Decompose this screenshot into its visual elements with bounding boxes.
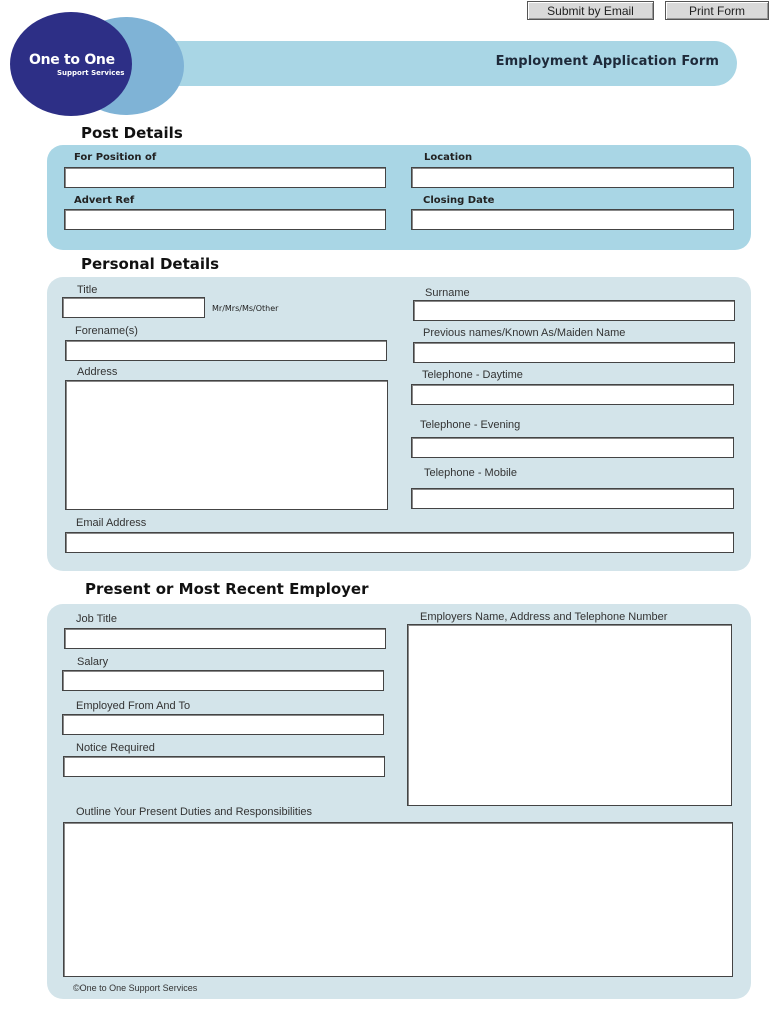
job-title-label: Job Title bbox=[76, 613, 117, 625]
address-field[interactable] bbox=[65, 380, 388, 510]
title-hint: Mr/Mrs/Ms/Other bbox=[212, 304, 279, 313]
position-label: For Position of bbox=[74, 152, 157, 163]
location-field[interactable] bbox=[411, 167, 734, 188]
closing-date-label: Closing Date bbox=[423, 195, 495, 206]
title-label: Title bbox=[77, 284, 98, 296]
header-banner bbox=[118, 41, 737, 86]
previous-names-label: Previous names/Known As/Maiden Name bbox=[423, 327, 626, 339]
surname-field[interactable] bbox=[413, 300, 735, 321]
copyright-footer: ©One to One Support Services bbox=[73, 983, 198, 993]
email-field[interactable] bbox=[65, 532, 734, 553]
tel-evening-field[interactable] bbox=[411, 437, 734, 458]
employer-details-field[interactable] bbox=[407, 624, 732, 806]
previous-names-field[interactable] bbox=[413, 342, 735, 363]
employer-details-label: Employers Name, Address and Telephone Number bbox=[420, 611, 668, 623]
advert-ref-label: Advert Ref bbox=[74, 195, 135, 206]
tel-mobile-label: Telephone - Mobile bbox=[424, 467, 517, 479]
advert-ref-field[interactable] bbox=[64, 209, 386, 230]
notice-label: Notice Required bbox=[76, 742, 155, 754]
forenames-label: Forename(s) bbox=[75, 325, 138, 337]
surname-label: Surname bbox=[425, 287, 470, 299]
salary-field[interactable] bbox=[62, 670, 384, 691]
position-field[interactable] bbox=[64, 167, 386, 188]
title-field[interactable] bbox=[62, 297, 205, 318]
location-label: Location bbox=[424, 152, 473, 163]
employed-label: Employed From And To bbox=[76, 700, 191, 712]
closing-date-field[interactable] bbox=[411, 209, 734, 230]
tel-day-field[interactable] bbox=[411, 384, 734, 405]
address-label: Address bbox=[77, 366, 118, 378]
personal-details-heading: Personal Details bbox=[81, 255, 220, 273]
job-title-field[interactable] bbox=[64, 628, 386, 649]
post-details-heading: Post Details bbox=[81, 124, 183, 142]
duties-field[interactable] bbox=[63, 822, 733, 977]
logo-text-sub: Support Services bbox=[57, 69, 125, 77]
form-title: Employment Application Form bbox=[495, 54, 719, 69]
duties-label: Outline Your Present Duties and Responsibilities bbox=[76, 806, 313, 818]
tel-mobile-field[interactable] bbox=[411, 488, 734, 509]
logo-text-main: One to One bbox=[29, 52, 115, 68]
forenames-field[interactable] bbox=[65, 340, 387, 361]
email-label: Email Address bbox=[76, 517, 147, 529]
print-form-button[interactable]: Print Form bbox=[665, 1, 769, 20]
tel-day-label: Telephone - Daytime bbox=[422, 369, 523, 381]
submit-by-email-button[interactable]: Submit by Email bbox=[527, 1, 654, 20]
employer-heading: Present or Most Recent Employer bbox=[85, 580, 369, 598]
tel-evening-label: Telephone - Evening bbox=[420, 419, 521, 431]
salary-label: Salary bbox=[77, 656, 109, 668]
employed-field[interactable] bbox=[62, 714, 384, 735]
notice-field[interactable] bbox=[63, 756, 385, 777]
